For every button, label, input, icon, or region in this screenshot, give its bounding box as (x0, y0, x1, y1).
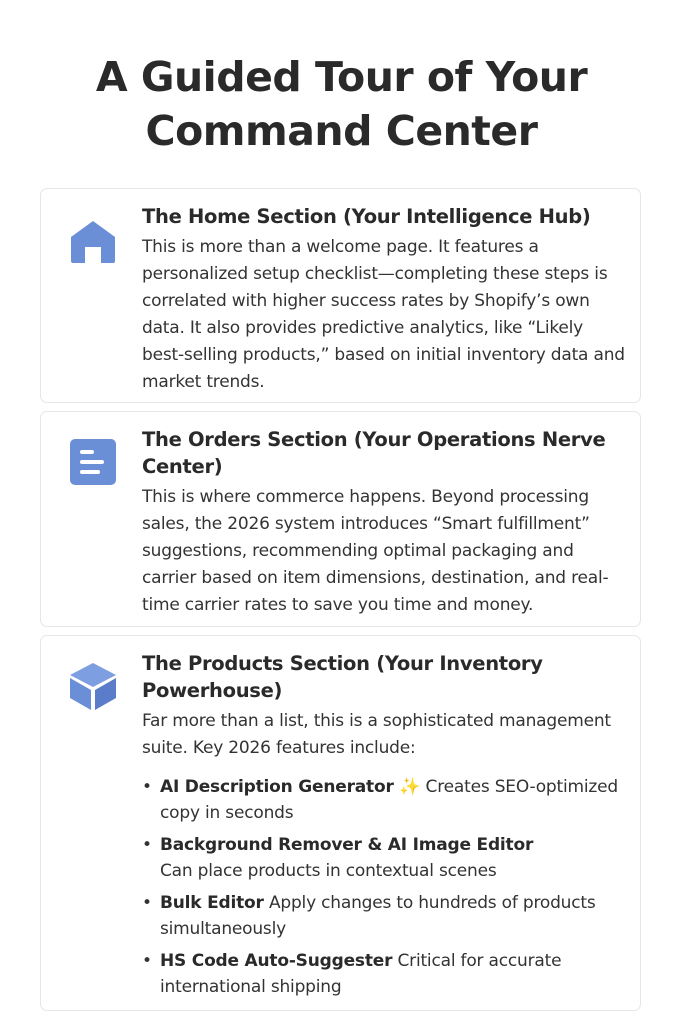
feature-name: HS Code Auto-Suggester (160, 951, 393, 971)
feature-description: Can place products in contextual scenes (160, 861, 497, 881)
section-heading: The Products Section (Your Inventory Powerhouse) (142, 652, 543, 702)
section-heading: The Orders Section (Your Operations Nerve Center) (142, 428, 606, 478)
feature-name: Bulk Editor (160, 893, 264, 913)
list-item: • Background Remover & AI Image Editor Can place products in contextual scenes (142, 835, 534, 881)
section-card-orders (40, 411, 641, 627)
list-item: • AI Description Generator ✨ Creates SEO-optimized copy in seconds (142, 777, 618, 823)
section-card-home (40, 188, 641, 403)
section-content (142, 650, 626, 1006)
cube-icon (67, 660, 119, 712)
feature-list (142, 774, 626, 1000)
section-body: This is more than a welcome page. It features a personalized setup checklist—completing these steps is correlated with higher success rates by Shopify’s own data. It also provides predictive analytics, like “Likely best-selling products,” based on initial inventory data and market trends. (142, 237, 625, 392)
feature-description: Critical for accurate international shipping (160, 951, 562, 997)
feature-description: Apply changes to hundreds of products simultaneously (160, 893, 596, 939)
list-item: • Bulk Editor Apply changes to hundreds of products simultaneously (142, 893, 596, 939)
page-title: A Guided Tour of Your Command Center (95, 53, 588, 155)
home-icon (67, 215, 119, 267)
document-icon (67, 436, 119, 488)
section-body: Far more than a list, this is a sophisticated management suite. Key 2026 features include: (142, 711, 611, 758)
section-content (142, 203, 626, 396)
section-heading: The Home Section (Your Intelligence Hub) (142, 205, 591, 228)
feature-description: Creates SEO-optimized copy in seconds (160, 777, 618, 823)
sparkle-icon: ✨ (393, 777, 421, 797)
section-body: This is where commerce happens. Beyond processing sales, the 2026 system introduces “Smart fulfillment” suggestions, recommending optimal packaging and carrier based on item dimensions, destination, and real-time carrier rates to save you time and money. (142, 487, 609, 615)
section-card-products (40, 635, 641, 1011)
feature-name: AI Description Generator (160, 777, 394, 797)
section-content (142, 426, 626, 619)
feature-name: Background Remover & AI Image Editor (160, 835, 534, 855)
list-item: • HS Code Auto-Suggester Critical for accurate international shipping (142, 951, 562, 997)
